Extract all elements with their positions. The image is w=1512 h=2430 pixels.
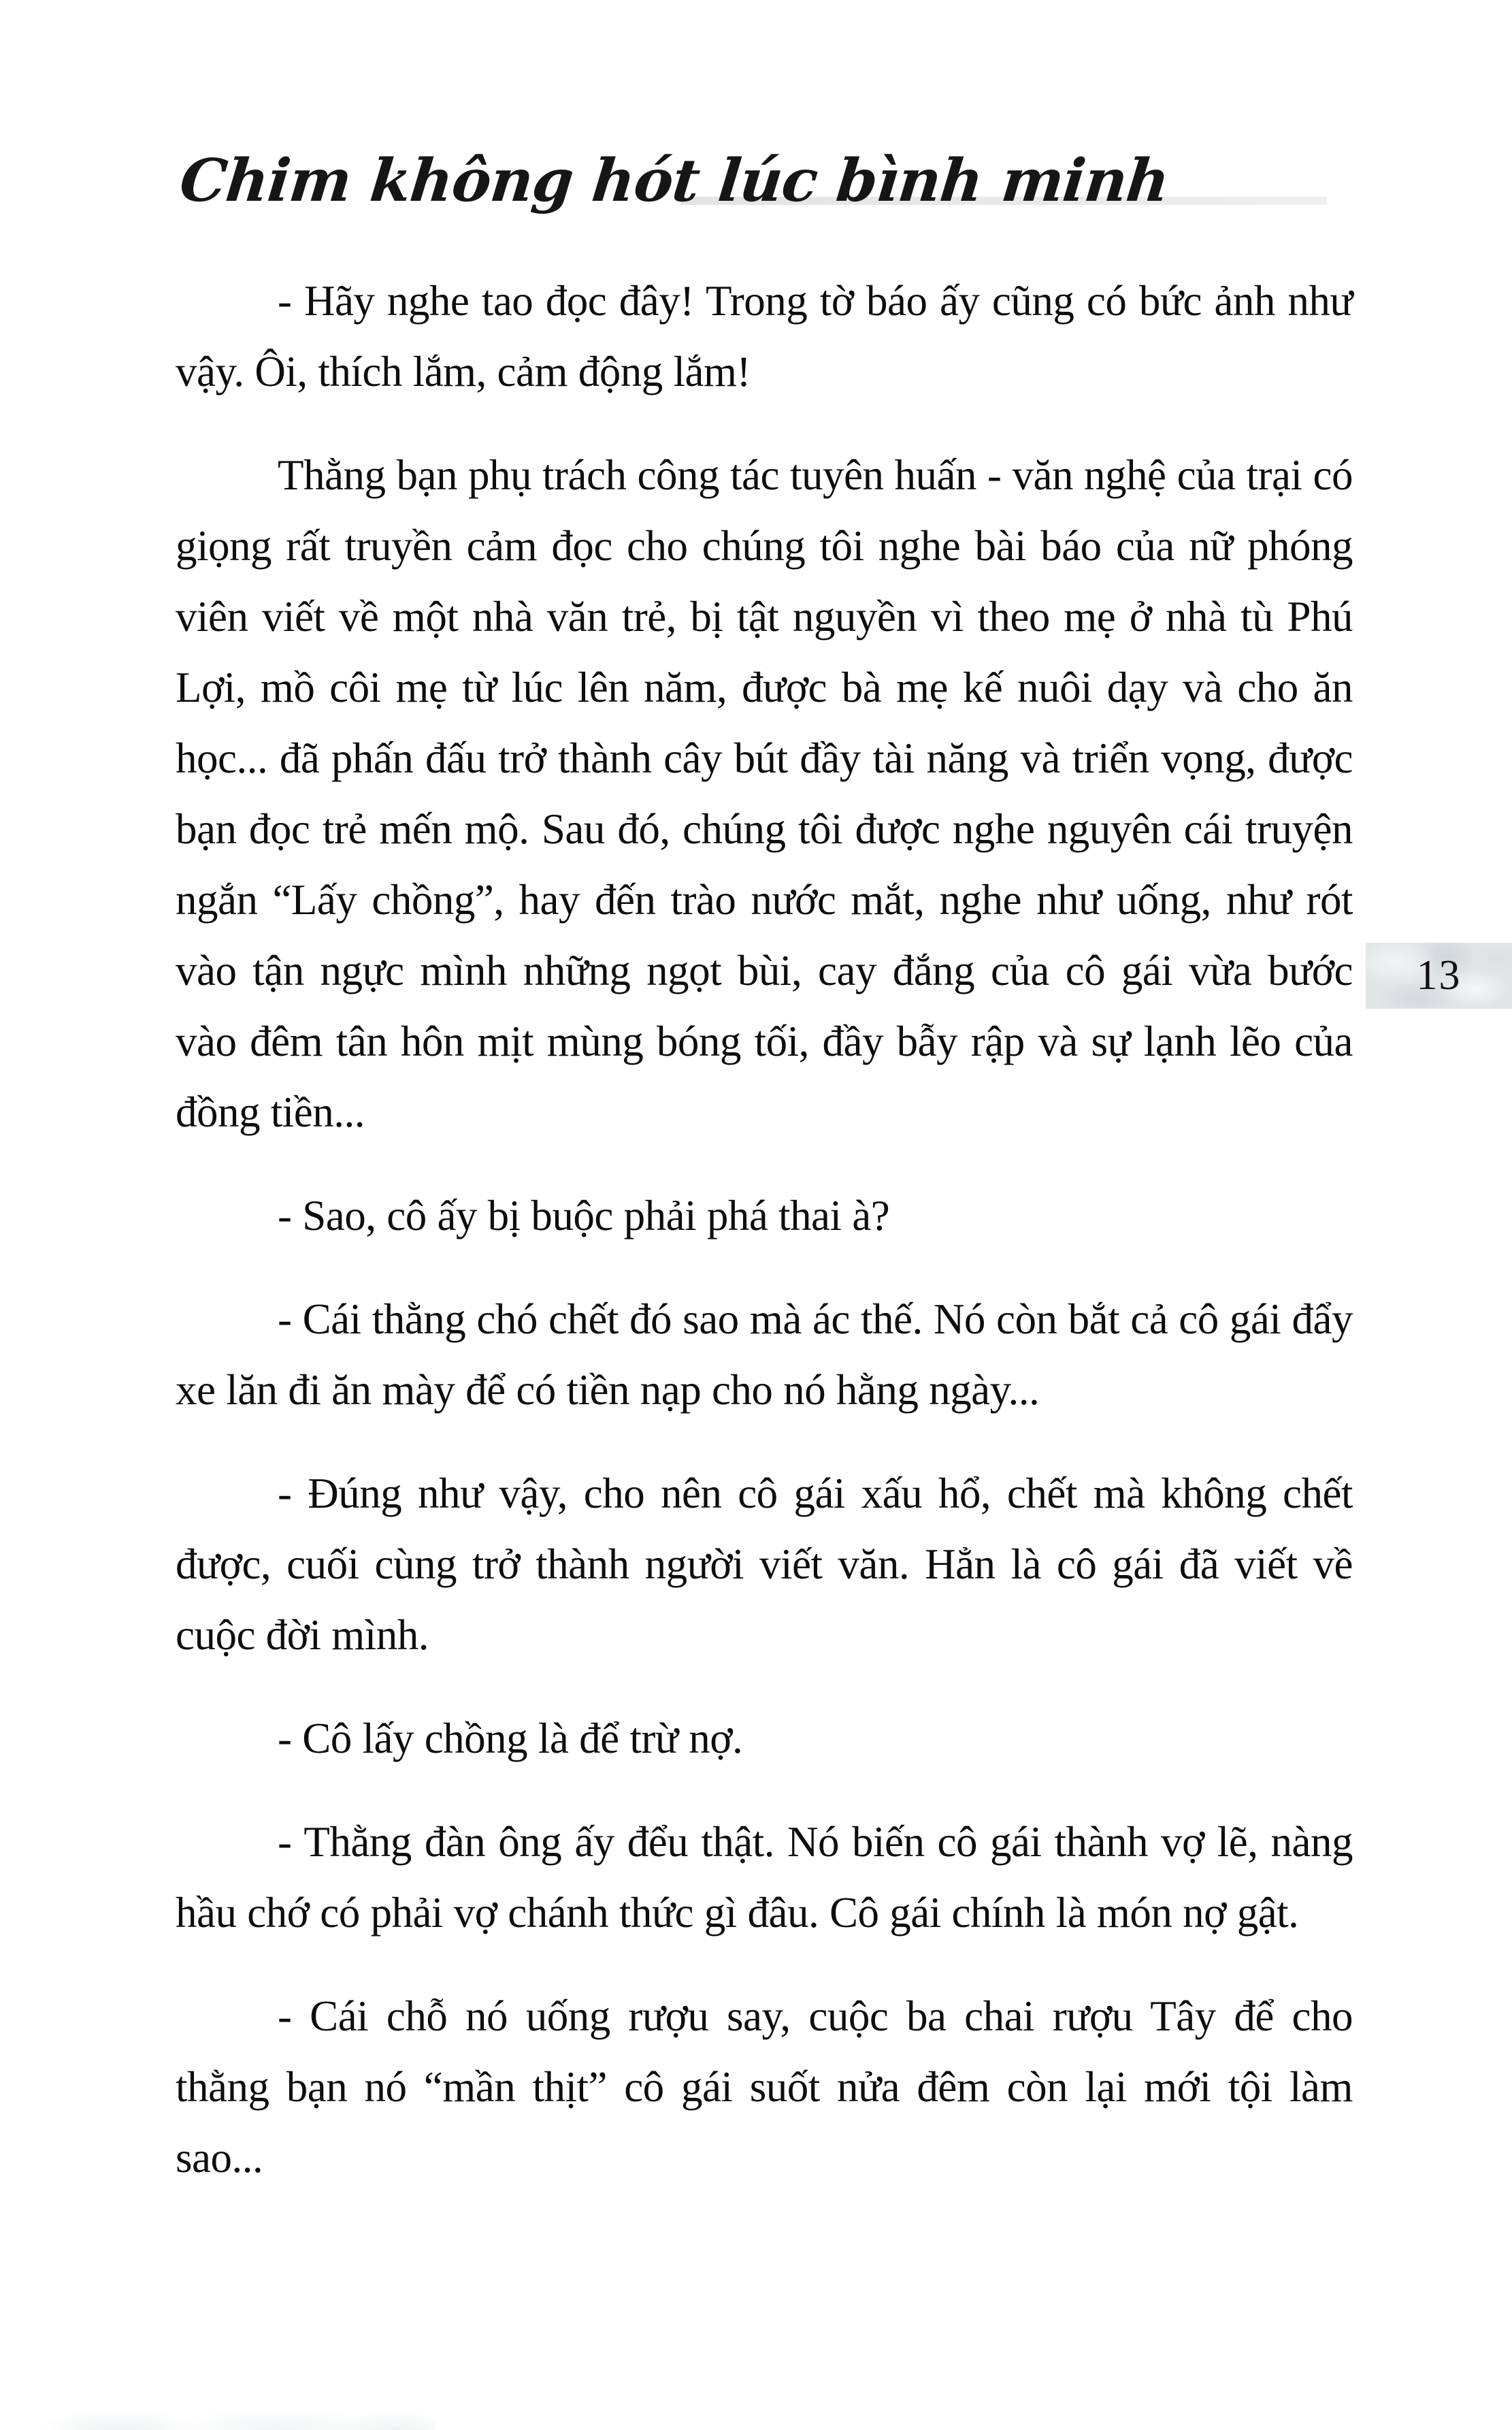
page-number: 13 [1416, 952, 1462, 999]
body-paragraph: - Cô lấy chồng là để trừ nợ. [278, 1715, 743, 1762]
running-header-title: Chim không hót lúc bình minh [176, 146, 1172, 215]
page-number-tab [1366, 943, 1512, 1009]
body-paragraph: - Sao, cô ấy bị buộc phải phá thai à? [278, 1192, 890, 1240]
body-paragraph: - Hãy nghe tao đọc đây! Trong tờ báo ấy cũng có bức ảnh như vậy. Ôi, thích lắm, cảm động lắm! [176, 277, 1353, 395]
bottom-marble-decoration [41, 2404, 435, 2430]
body-paragraph: Thằng bạn phụ trách công tác tuyên huấn - văn nghệ của trại có giọng rất truyền cảm đọc cho chúng tôi nghe bài báo của nữ phóng viên viết về một nhà văn trẻ, bị tật nguyền vì theo mẹ ở nhà tù Phú Lợi, mồ côi mẹ từ lúc lên năm, được bà mẹ kế nuôi dạy và cho ăn học... đã phấn đấu trở thành cây bút đầy tài năng và triển vọng, được bạn đọc trẻ mến mộ. Sau đó, chúng tôi được nghe nguyên cái truyện ngắn “Lấy chồng”, hay đến trào nước mắt, nghe như uống, như rót vào tận ngực mình những ngọt bùi, cay đắng của cô gái vừa bước vào đêm tân hôn mịt mùng bóng tối, đầy bẫy rập và sự lạnh lẽo của đồng tiền... [176, 451, 1353, 1136]
body-paragraph: - Đúng như vậy, cho nên cô gái xấu hổ, chết mà không chết được, cuối cùng trở thành người viết văn. Hẳn là cô gái đã viết về cuộc đời mình. [176, 1470, 1353, 1659]
body-text-block [176, 265, 1353, 2226]
page-header [0, 0, 1512, 245]
body-paragraph: - Cái chỗ nó uống rượu say, cuộc ba chai rượu Tây để cho thằng bạn nó “mần thịt” cô gái suốt nửa đêm còn lại mới tội làm sao... [176, 1992, 1353, 2182]
body-paragraph: - Thằng đàn ông ấy đểu thật. Nó biến cô gái thành vợ lẽ, nàng hầu chớ có phải vợ chánh thức gì đâu. Cô gái chính là món nợ gật. [176, 1818, 1353, 1937]
body-paragraph: - Cái thằng chó chết đó sao mà ác thế. Nó còn bắt cả cô gái đẩy xe lăn đi ăn mày để có tiền nạp cho nó hằng ngày... [176, 1295, 1353, 1414]
